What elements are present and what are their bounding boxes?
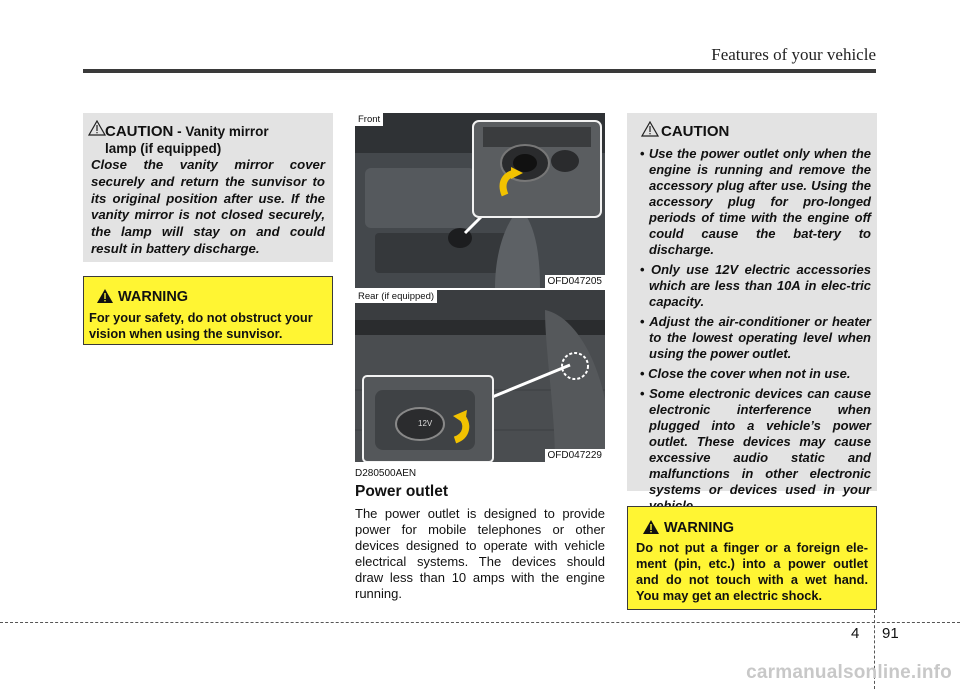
photo-code-rear: OFD047229 xyxy=(545,449,605,462)
power-outlet-caution-box xyxy=(627,113,877,497)
front-console-image xyxy=(355,113,605,288)
warning-triangle-icon xyxy=(642,519,660,535)
caution-item: • Only use 12V electric accessories which are less than 10A in elec-tric capacity. xyxy=(635,262,871,310)
photo-code-front: OFD047205 xyxy=(545,275,605,288)
caution-item: • Close the cover when not in use. xyxy=(635,366,871,382)
caution-triangle-icon xyxy=(641,121,659,137)
section-body: The power outlet is designed to provide power for mobile telephones or other devices designed to operate with vehicle electrical systems. The devices should draw less than 10 amps with the engine running. xyxy=(355,506,605,601)
caution-subtitle-1: - Vanity mirror xyxy=(173,124,269,139)
electric-shock-warning-box xyxy=(627,506,877,610)
warning-title: WARNING xyxy=(118,289,189,305)
caution-body: Close the vanity mirror cover securely and return the sunvisor to its original position after use. If the vanity mirror is not closed securely, the lamp will stay on and could result in battery discharge. xyxy=(91,157,325,256)
photo-label-rear: Rear (if equipped) xyxy=(355,290,437,303)
warning-triangle-icon xyxy=(96,288,114,304)
section-code: D280500AEN xyxy=(355,468,417,479)
caution-title: CAUTION xyxy=(105,123,174,140)
warning-body: Do not put a finger or a foreign ele-ment (pin, etc.) into a power outlet and do not touch with a wet hand. You may get an electric shock. xyxy=(636,540,868,603)
warning-body: For your safety, do not obstruct your vision when using the sunvisor. xyxy=(89,310,313,341)
front-outlet-photo xyxy=(355,113,605,288)
caution-item: • Use the power outlet only when the engine is running and remove the accessory plug after use. Using the accessory plug for pro-longed periods of time with the engine off could cause the bat-tery to discharge. xyxy=(635,146,871,258)
section-title: Power outlet xyxy=(355,483,449,500)
rear-cargo-image xyxy=(355,290,605,462)
watermark: carmanualsonline.info xyxy=(746,662,952,683)
header-rule xyxy=(83,69,876,73)
caution-subtitle-2: lamp (if equipped) xyxy=(105,141,222,156)
rear-outlet-photo xyxy=(355,288,605,462)
sunvisor-warning-box xyxy=(83,276,333,345)
caution-title: CAUTION xyxy=(661,123,730,140)
photo-label-front: Front xyxy=(355,113,383,126)
footer-rule xyxy=(0,622,960,623)
caution-triangle-icon xyxy=(88,120,106,136)
warning-title: WARNING xyxy=(664,520,735,536)
caution-heading xyxy=(105,123,325,157)
vanity-mirror-caution-box xyxy=(83,113,333,262)
caution-item: • Adjust the air-conditioner or heater to the lowest operating level when using the power outlet. xyxy=(635,314,871,362)
caution-item: • Some electronic devices can cause electronic interference when plugged into a vehicle’s power outlet. These devices may cause excessive audio static and malfunctions in other electronic systems or devices used in your xyxy=(635,386,871,514)
caution-list xyxy=(635,146,871,518)
page-chapter: 4 xyxy=(851,625,860,642)
outlet-12v-text: 12V xyxy=(418,419,433,428)
page-number: 91 xyxy=(882,625,899,642)
page-header-title: Features of your vehicle xyxy=(711,45,876,64)
